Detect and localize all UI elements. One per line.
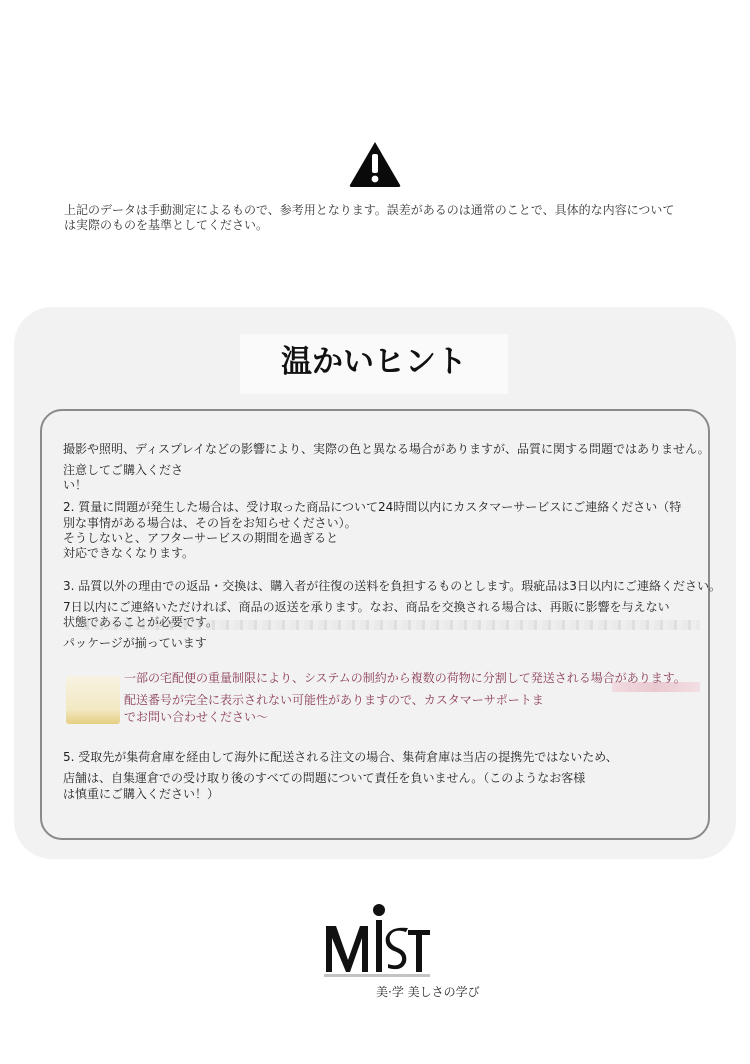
hint-line: 注意してご購入くださ — [63, 463, 184, 477]
brand-tagline: 美·学 美しさの学び — [376, 985, 480, 999]
hint-line: は慎重にご購入ください！） — [63, 787, 220, 801]
warning-triangle-icon — [348, 140, 402, 188]
hint-title: 温かいヒント — [281, 344, 467, 380]
hint-line-shipping: 一部の宅配便の重量制限により、システムの制約から複数の荷物に分割して発送される場合があります。 — [124, 671, 686, 685]
hint-line: 別な事情がある場合は、その旨をお知らせください）。 — [63, 516, 357, 530]
disclaimer-line-2: は実際のものを基準としてください。 — [64, 218, 269, 232]
package-image-placeholder — [66, 676, 120, 724]
hint-line: 状態であることが必要です。 — [63, 615, 219, 629]
hint-line: そうしないと、アフターサービスの期間を過ぎると — [63, 531, 339, 545]
hint-line: 2. 質量に問題が発生した場合は、受け取った商品について24時間以内にカスタマーサービスにご連絡ください（特 — [63, 500, 682, 514]
measurement-disclaimer — [64, 203, 684, 233]
hint-line: 5. 受取先が集荷倉庫を経由して海外に配送される注文の場合、集荷倉庫は当店の提携先ではないため、 — [63, 750, 618, 764]
hint-line: い！ — [63, 478, 88, 492]
hint-line-shipping: でお問い合わせください～ — [124, 710, 269, 724]
mist-logo — [322, 902, 432, 980]
hint-line-shipping: 配送番号が完全に表示されない可能性がありますので、カスタマーサポートま — [124, 693, 544, 707]
hint-line: 対応できなくなります。 — [63, 546, 195, 560]
hint-line: 店舗は、自集運倉での受け取り後のすべての問題について責任を負いません。（このようなお客様 — [63, 771, 586, 785]
hint-line: パッケージが揃っています — [63, 636, 207, 650]
hint-line: 3. 品質以外の理由での返品・交換は、購入者が往復の送料を負担するものとします。瑕疵品は3日以内にご連絡ください。 — [63, 579, 721, 593]
disclaimer-line-1: 上記のデータは手動測定によるもので、参考用となります。誤差があるのは通常のことで、具体的な内容について — [64, 203, 675, 217]
hint-line: 撮影や照明、ディスプレイなどの影響により、実際の色と異なる場合がありますが、品質に関する問題ではありません。 — [63, 442, 710, 456]
hint-line: 7日以内にご連絡いただければ、商品の返送を承ります。なお、商品を交換される場合は、再販に影響を与えない — [63, 600, 670, 614]
